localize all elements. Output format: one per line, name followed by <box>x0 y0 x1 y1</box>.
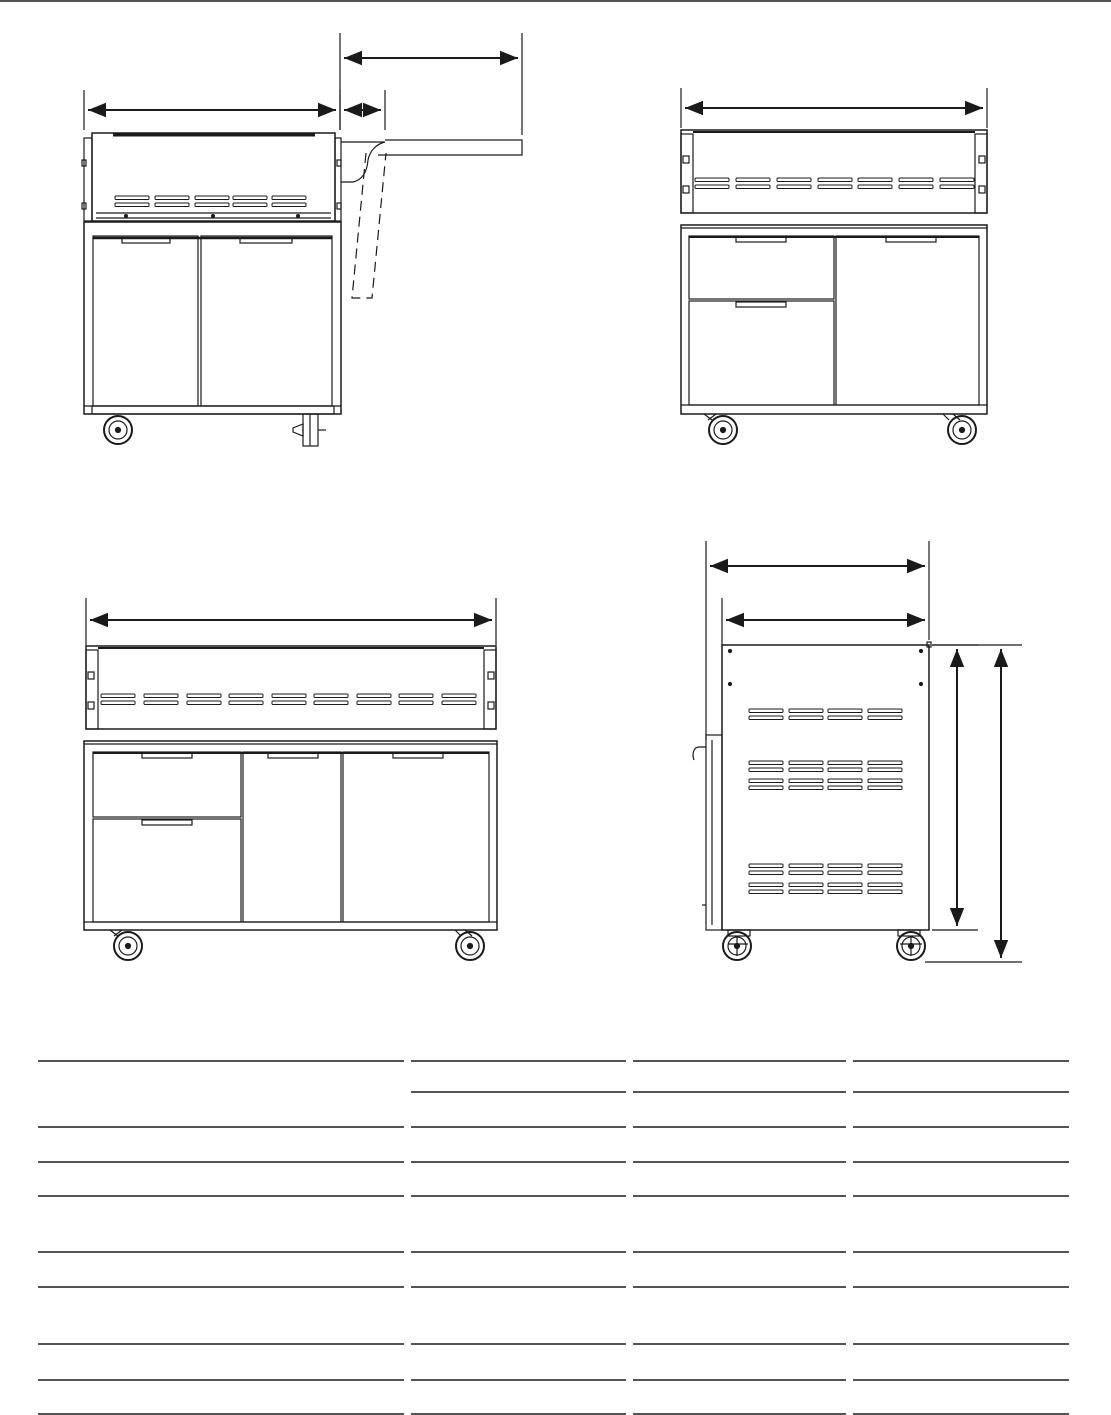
col-4-rules <box>853 1061 1069 1414</box>
side-view <box>693 541 1022 962</box>
col-3-rules <box>633 1061 846 1414</box>
col-2-rules <box>411 1061 626 1414</box>
dimension-shelf-width <box>340 33 522 135</box>
dimension-width-54 <box>86 598 496 645</box>
dimension-width-36 <box>84 90 340 130</box>
dimension-overall-depth <box>706 541 929 740</box>
dimension-height-body <box>932 645 978 930</box>
dimension-shelf-offset <box>344 90 385 130</box>
dimension-height-overall <box>925 645 1022 962</box>
front-view-42 <box>681 88 987 444</box>
front-view-36 <box>82 33 522 446</box>
dimension-body-depth <box>722 598 925 645</box>
spec-table-rules <box>38 1061 1069 1414</box>
front-view-54 <box>84 598 497 960</box>
dimension-width-42 <box>681 88 987 128</box>
col-1-rules <box>38 1061 404 1414</box>
